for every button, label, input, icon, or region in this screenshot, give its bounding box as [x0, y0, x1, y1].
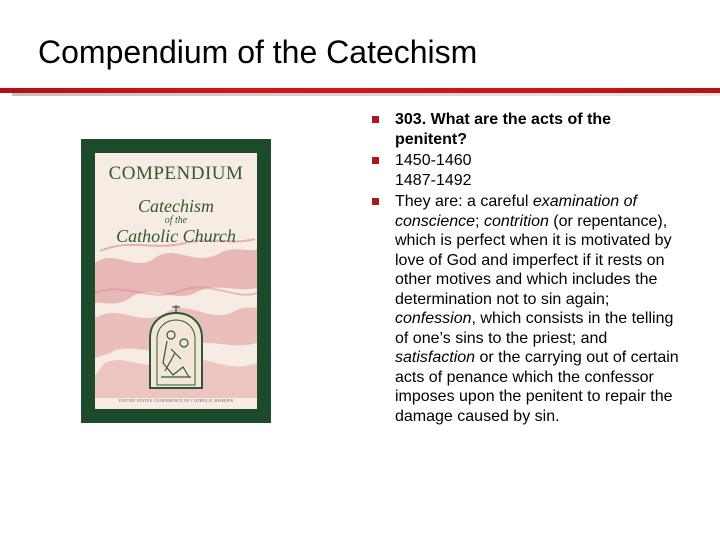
cover-publisher: UNITED STATES CONFERENCE OF CATHOLIC BISHOPS [118, 398, 234, 403]
bullet-marker [372, 116, 379, 123]
answer-part: (or repentance), which is perfect when it is motivated by love of God and imperfect if it rests on other motives and which includes the determination not to sin again; [395, 212, 672, 308]
book-cover-paper [95, 153, 257, 409]
reference-1: 1450-1460 [395, 152, 472, 169]
title-underline-shadow [12, 93, 720, 96]
question-text: 303. What are the acts of the penitent? [395, 111, 612, 148]
answer-term-satisfaction: satisfaction [395, 349, 476, 366]
answer-part: ; [475, 212, 484, 230]
bullet-references [372, 151, 682, 190]
cover-title-compendium: COMPENDIUM [108, 163, 244, 184]
bullet-marker [372, 198, 379, 205]
answer-part: They are: a careful [395, 193, 533, 210]
references-text [395, 151, 682, 190]
answer-part: , which consists in the telling of one’s sins to the priest; and [395, 310, 674, 347]
bullet-list [372, 110, 682, 426]
answer-text [395, 192, 682, 426]
answer-term-contrition: contrition [483, 212, 549, 230]
answer-term-confession: confession [395, 310, 472, 327]
cover-title-catholic-church: Catholic Church [116, 226, 236, 246]
reference-2: 1487-1492 [395, 171, 472, 189]
slide-title: Compendium of the Catechism [38, 34, 478, 70]
bullet-marker [372, 157, 379, 164]
cover-title-of-the: of the [164, 215, 188, 226]
answer-part: or the carrying out of certain acts of penance which the confessor imposes upon the penitent to repair the damage caused by sin. [395, 349, 679, 425]
cover-title-catechism: Catechism [138, 196, 214, 216]
bullet-answer [372, 192, 682, 426]
title-underline [0, 86, 720, 98]
answer-term-examination: examination of conscience [395, 193, 637, 230]
book-cover-artwork [95, 153, 257, 409]
bullet-question [372, 110, 682, 149]
book-cover-image [81, 139, 271, 423]
